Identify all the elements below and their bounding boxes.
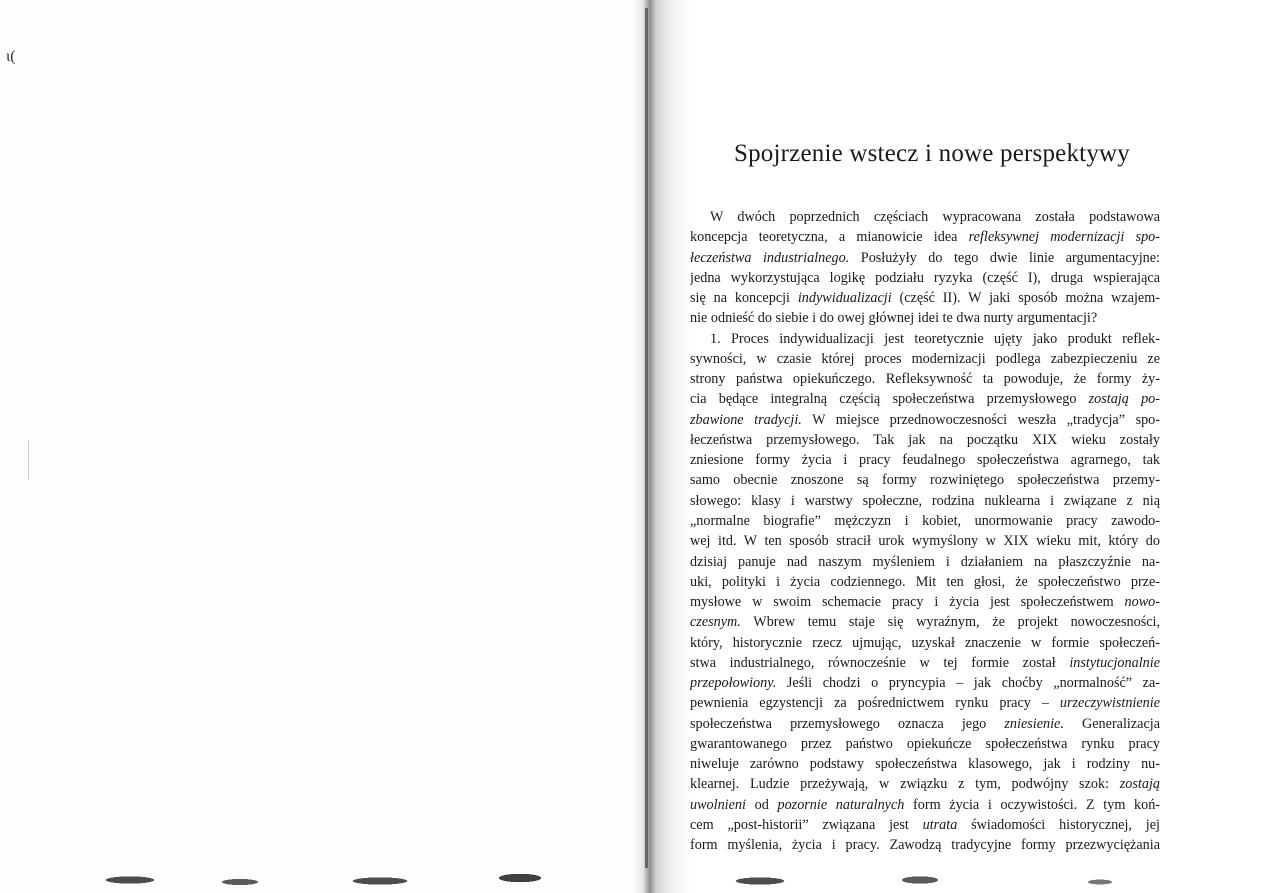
- italic-segment: łeczeństwa industrialnego.: [690, 249, 850, 266]
- text-segment: cia będące integralną częścią społeczeństwa przemysłowego: [690, 391, 1089, 408]
- text-segment: który, historycznie rzecz ujmując, uzyskał znaczenie w formie społeczeń-: [690, 634, 1160, 651]
- text-line: [690, 531, 1160, 551]
- text-segment: łeczeństwa przemysłowego. Tak jak na początku XIX wieku zostały: [690, 431, 1160, 448]
- text-segment: świadomości historycznej, jej: [957, 816, 1160, 833]
- italic-segment: utrata: [922, 816, 958, 833]
- text-line: [690, 754, 1160, 774]
- text-segment: Wbrew temu staje się wyraźnym, że projekt nowoczesności,: [740, 614, 1160, 631]
- text-line: [690, 227, 1160, 247]
- margin-mark: ι(: [6, 48, 16, 65]
- text-segment: od: [745, 796, 778, 813]
- text-segment: form myślenia, życia i pracy. Zawodzą tradycyjne formy przezwyciężania: [690, 837, 1160, 854]
- text-segment: samo obecnie znoszone są formy rozwiniętego społeczeństwa przemy-: [690, 472, 1160, 489]
- text-line: [690, 633, 1160, 653]
- text-segment: Generalizacja: [1063, 715, 1160, 732]
- text-line: [690, 207, 1160, 227]
- text-segment: W dwóch poprzednich częściach wypracowana została podstawowa: [710, 209, 1160, 225]
- text-line: [690, 248, 1160, 268]
- text-line: [690, 653, 1160, 673]
- text-segment: gwarantowanego przez państwo opiekuńcze społeczeństwa rynku pracy: [690, 735, 1160, 752]
- text-segment: sywności, w czasie której proces modernizacji podlega zabezpieczeniu ze: [690, 350, 1160, 367]
- book-spine-line: [645, 8, 648, 868]
- text-segment: stwa industrialnego, równocześnie w tej formie został: [690, 654, 1070, 671]
- text-line: [690, 308, 1160, 328]
- italic-segment: urzeczywistnienie: [1059, 695, 1160, 712]
- text-segment: koncepcja teoretyczna, a mianowicie idea: [690, 229, 969, 246]
- book-spine-shadow: [632, 0, 692, 893]
- text-segment: W miejsce przednowoczesności weszła „tradycja” spo-: [801, 411, 1160, 428]
- text-line: [690, 329, 1160, 349]
- text-segment: strony państwa opiekuńczego. Refleksywność ta powoduje, że formy ży-: [690, 371, 1160, 388]
- text-segment: społeczeństwa przemysłowego oznacza jego: [690, 715, 1005, 732]
- italic-segment: czesnym.: [690, 614, 741, 631]
- italic-segment: nowo-: [1124, 594, 1160, 611]
- text-line: [690, 288, 1160, 308]
- text-segment: 1. Proces indywidualizacji jest teoretycznie ujęty jako produkt reflek-: [710, 330, 1160, 347]
- text-line: [690, 795, 1160, 815]
- text-line: [690, 450, 1160, 470]
- italic-segment: zostają: [1119, 776, 1160, 793]
- text-segment: nie odnieść do siebie i do owej głównej idei te dwa nurty argumentacji?: [690, 310, 1098, 327]
- text-segment: jedna wykorzystująca logikę podziału ryzyka (część I), druga wspierająca: [690, 269, 1160, 286]
- text-segment: (część II). W jaki sposób można wzajem-: [891, 290, 1160, 307]
- italic-segment: uwolnieni: [690, 796, 746, 813]
- text-line: [690, 572, 1160, 592]
- text-line: [690, 470, 1160, 490]
- text-segment: się na koncepcji: [690, 290, 798, 307]
- text-line: [690, 511, 1160, 531]
- text-segment: zniesione formy życia i pracy feudalnego społeczeństwa agrarnego, tak: [690, 452, 1160, 469]
- italic-segment: instytucjonalnie: [1069, 654, 1160, 671]
- text-segment: „normalne biografie” mężczyzn i kobiet, unormowanie pracy zawodo-: [690, 512, 1160, 529]
- italic-segment: przepołowiony.: [690, 675, 777, 692]
- text-segment: pewnienia egzystencji za pośrednictwem rynku pracy –: [690, 695, 1060, 712]
- text-line: [690, 430, 1160, 450]
- text-segment: Posłużyły do tego dwie linie argumentacyjne:: [849, 249, 1160, 266]
- italic-segment: pozornie naturalnych: [777, 796, 905, 813]
- text-line: [690, 774, 1160, 794]
- scan-artifact-line: [28, 440, 29, 480]
- text-segment: klearnej. Ludzie przeżywają, w związku z tym, podwójny szok:: [690, 776, 1120, 793]
- text-segment: mysłowe w swoim schemacie pracy i życia jest społeczeństwem: [690, 594, 1125, 611]
- text-line: [690, 491, 1160, 511]
- text-line: [690, 349, 1160, 369]
- text-segment: wej itd. W ten sposób stracił urok wymyślony w XIX wieku mit, który do: [690, 533, 1160, 550]
- text-line: [690, 835, 1160, 855]
- scan-bottom-edge: [0, 866, 1279, 893]
- text-line: [690, 552, 1160, 572]
- text-line: [690, 714, 1160, 734]
- italic-segment: zbawione tradycji.: [690, 411, 802, 428]
- text-line: [690, 410, 1160, 430]
- italic-segment: zniesienie.: [1004, 715, 1064, 732]
- text-line: [690, 673, 1160, 693]
- text-line: [690, 389, 1160, 409]
- text-segment: słowego: klasy i warstwy społeczne, rodzina nuklearna i związane z nią: [690, 492, 1160, 509]
- text-segment: Jeśli chodzi o pryncypia – jak choćby „normalność” za-: [776, 675, 1160, 692]
- italic-segment: refleksywnej modernizacji spo-: [968, 229, 1160, 246]
- chapter-title: Spojrzenie wstecz i nowe perspektywy: [734, 140, 1130, 167]
- text-segment: cem „post-historii” związana jest: [690, 816, 923, 833]
- text-line: [690, 592, 1160, 612]
- text-segment: dzisiaj panuje nad naszym myśleniem i działaniem na płaszczyźnie na-: [690, 553, 1160, 570]
- text-line: [690, 734, 1160, 754]
- text-segment: niweluje zarówno podstawy społeczeństwa klasowego, jak i rodziny nu-: [690, 756, 1160, 773]
- text-line: [690, 815, 1160, 835]
- text-line: [690, 369, 1160, 389]
- body-text: [690, 207, 1160, 856]
- text-line: [690, 268, 1160, 288]
- text-segment: uki, polityki i życia codziennego. Mit ten głosi, że społeczeństwo prze-: [690, 573, 1160, 590]
- italic-segment: zostają po-: [1088, 391, 1160, 408]
- italic-segment: indywidualizacji: [797, 290, 892, 307]
- text-segment: form życia i oczywistości. Z tym koń-: [904, 796, 1160, 813]
- text-line: [690, 693, 1160, 713]
- text-line: [690, 612, 1160, 632]
